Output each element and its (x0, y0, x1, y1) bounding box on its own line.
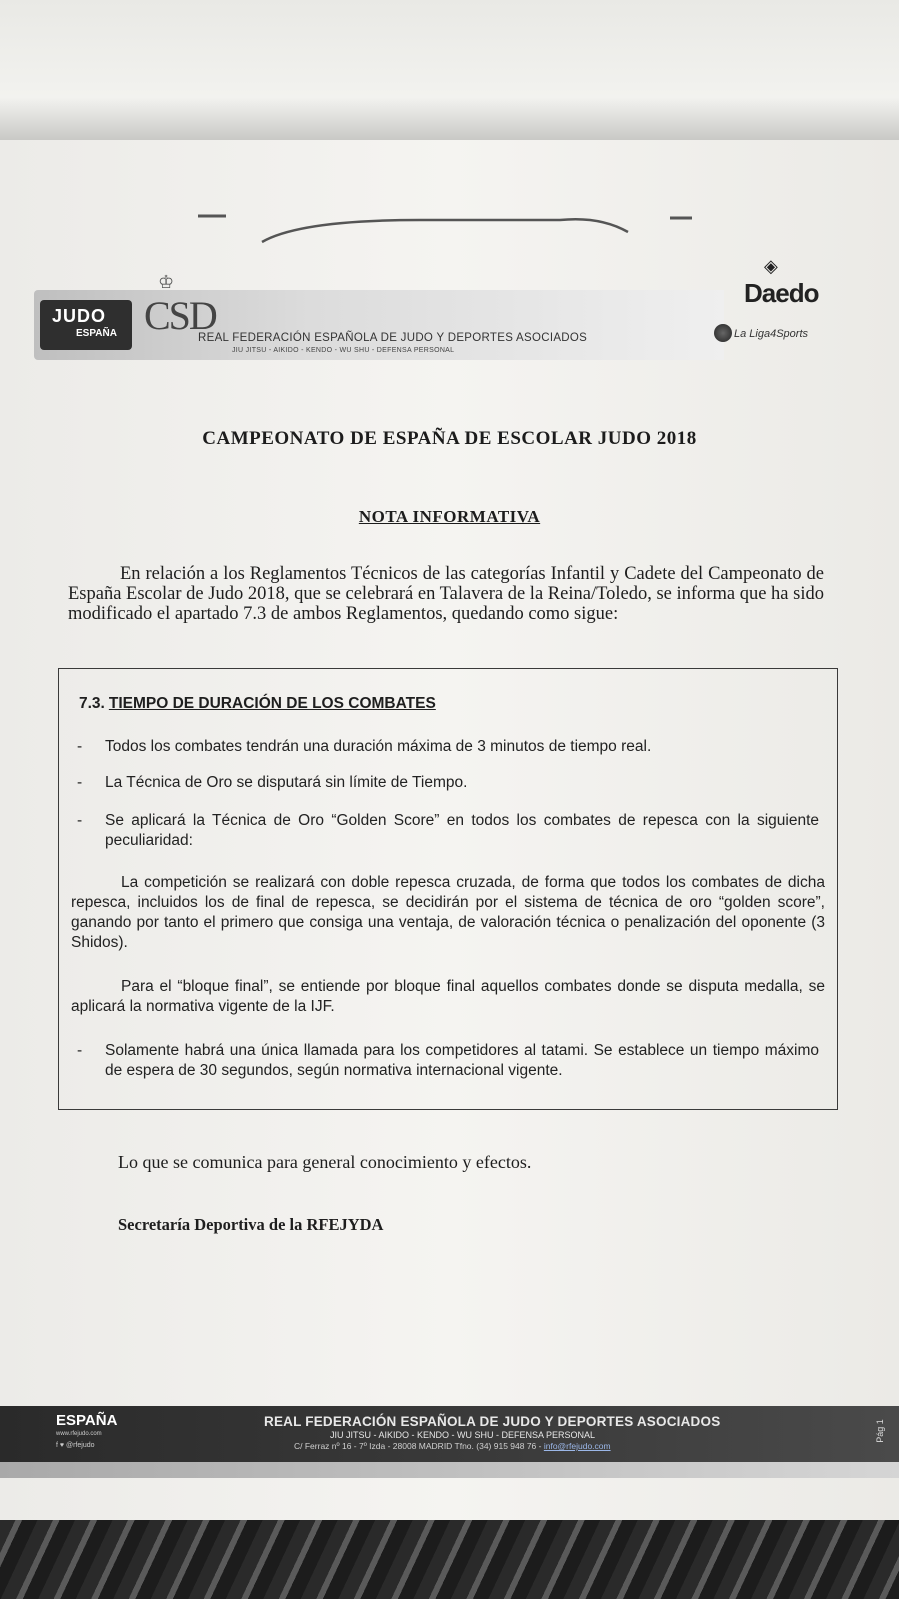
footer-email-link[interactable]: info@rfejudo.com (543, 1441, 611, 1451)
intro-paragraph: En relación a los Reglamentos Técnicos de las categorías Infantil y Cadete del Campeonato de España Escolar de Judo 2018, que se celebrará en Talavera de la Reina/Toledo, se informa que ha sido modificado el apartado 7.3 de ambos Reglamentos, quedando como sigue: (68, 564, 824, 624)
photo-floor (0, 1520, 899, 1599)
footer-federation: REAL FEDERACIÓN ESPAÑOLA DE JUDO Y DEPORTES ASOCIADOS (264, 1414, 721, 1429)
footer-website: www.rfejudo.com (56, 1431, 102, 1437)
dash-bullet: - (77, 774, 83, 791)
letterhead (34, 256, 864, 370)
footer-address (294, 1441, 611, 1451)
footer-address-text: C/ Ferraz nº 16 - 7º Izda - 28008 MADRID Tfno. (34) 915 948 76 - (294, 1441, 544, 1451)
repesca-paragraph: La competición se realizará con doble repesca cruzada, de forma que todos los combates de dicha repesca, incluidos los de final de repesca, se decidirán por el sistema de técnica de oro “golden score”, ganando por tanto el primero que consiga una ventaja, de valoración técnica o penalización del oponente (3 Shidos). (71, 874, 825, 951)
federation-name: REAL FEDERACIÓN ESPAÑOLA DE JUDO Y DEPORTES ASOCIADOS (198, 332, 588, 344)
dash-bullet: - (77, 738, 83, 755)
document-title: CAMPEONATO DE ESPAÑA DE ESCOLAR JUDO 2018 (202, 428, 697, 449)
list-item (77, 1041, 819, 1081)
section-title: TIEMPO DE DURACIÓN DE LOS COMBATES (108, 695, 436, 712)
footer-brand: ESPAÑA (56, 1412, 118, 1429)
crown-icon: ♔ (158, 272, 175, 292)
csd-logo: CSD (144, 293, 216, 338)
list-item-text: La Técnica de Oro se disputará sin límite de Tiempo. (105, 774, 468, 791)
daedo-mark-icon: ◈ (764, 256, 778, 276)
section-heading (79, 695, 436, 713)
liga4sports-logo: La Liga4Sports (734, 328, 808, 340)
signature: Secretaría Deportiva de la RFEJYDA (118, 1215, 384, 1234)
dash-bullet: - (77, 1042, 83, 1059)
daedo-logo: Daedo (744, 278, 819, 308)
list-item-text: Se aplicará la Técnica de Oro “Golden Score” en todos los combates de repesca con la siguiente peculiaridad: (105, 812, 819, 849)
list-item (77, 737, 819, 757)
dash-bullet: - (77, 812, 83, 829)
page-number: Pág 1 (874, 1419, 885, 1443)
bloque-final-paragraph: Para el “bloque final”, se entiende por bloque final aquellos combates donde se disputa medalla, se aplicará la normativa vigente de la IJF. (71, 978, 825, 1015)
ball-icon (714, 324, 732, 342)
list-item-text: Solamente habrá una única llamada para los competidores al tatami. Se establece un tiempo máximo de espera de 30 segundos, según normativa internacional vigente. (105, 1042, 819, 1079)
list-item-text: Todos los combates tendrán una duración máxima de 3 minutos de tiempo real. (105, 738, 652, 755)
footer-underband (0, 1462, 899, 1478)
list-item (77, 811, 819, 851)
section-number: 7.3. (79, 695, 105, 712)
back-sheet (0, 0, 899, 140)
judo-espana-logo (40, 300, 132, 350)
footer-disciplines: JIU JITSU - AIKIDO - KENDO - WU SHU - DEFENSA PERSONAL (330, 1430, 596, 1440)
logo-subtext: ESPAÑA (76, 328, 117, 339)
logo-text: JUDO (52, 306, 107, 326)
footer-band (0, 1406, 899, 1462)
federation-disciplines: JIU JITSU - AIKIDO - KENDO - WU SHU - DEFENSA PERSONAL (232, 347, 455, 354)
list-item (77, 773, 819, 793)
footer-social: f ♥ @rfejudo (56, 1442, 95, 1449)
document-subtitle: NOTA INFORMATIVA (358, 507, 541, 526)
regulation-box (58, 668, 838, 1110)
closing-line: Lo que se comunica para general conocimiento y efectos. (118, 1152, 532, 1172)
